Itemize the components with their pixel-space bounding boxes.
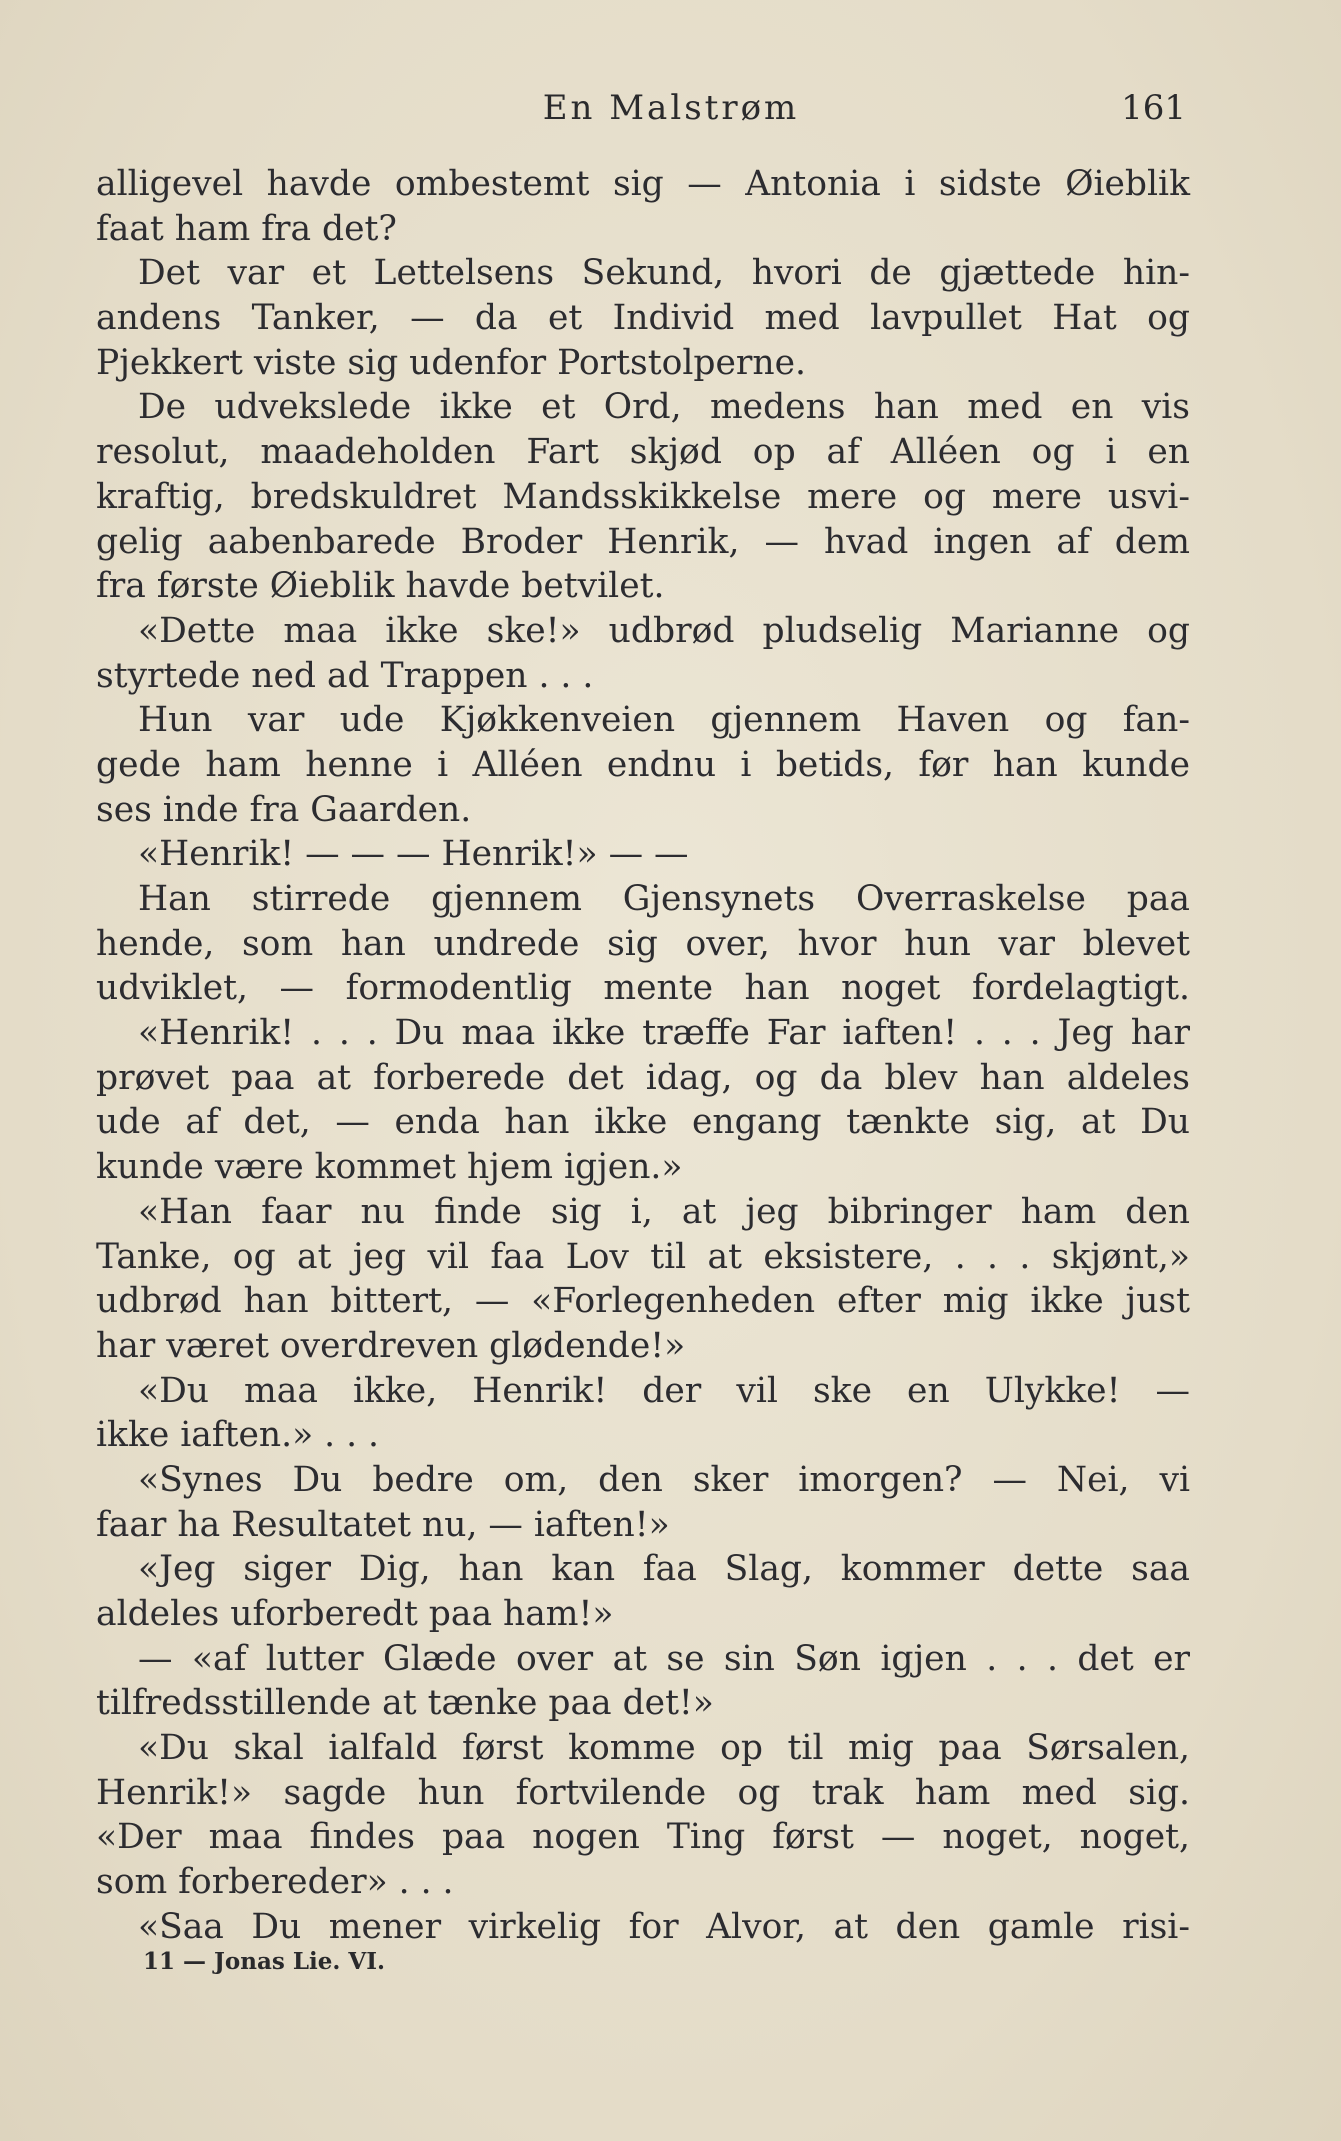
text-line: andens Tanker, — da et Individ med lavpullet Hat og [96, 298, 1190, 339]
running-title: En Malstrøm [542, 88, 800, 128]
text-line: har været overdreven glødende!» [96, 1325, 686, 1366]
text-line: ikke iaften.» . . . [96, 1415, 379, 1456]
text-line: hende, som han undrede sig over, hvor hun var blevet [96, 923, 1190, 964]
body-text [96, 162, 1190, 1950]
text-line: «Dette maa ikke ske!» udbrød pludselig Marianne og [138, 610, 1190, 651]
text-line: «Henrik! — — — Henrik!» — — [138, 834, 689, 875]
text-line: «Saa Du mener virkelig for Alvor, at den gamle risi- [138, 1906, 1190, 1947]
text-line: «Synes Du bedre om, den sker imorgen? — Nei, vi [138, 1459, 1190, 1500]
text-line: Hun var ude Kjøkkenveien gjennem Haven og fan- [138, 700, 1190, 741]
text-line: kunde være kommet hjem igjen.» [96, 1147, 683, 1188]
text-line: ses inde fra Gaarden. [96, 789, 472, 830]
text-line: ude af det, — enda han ikke engang tænkte sig, at Du [96, 1102, 1190, 1143]
text-line: udbrød han bittert, — «Forlegenheden efter mig ikke just [96, 1281, 1190, 1322]
text-line: gede ham henne i Alléen endnu i betids, før han kunde [96, 744, 1190, 785]
text-line: — «af lutter Glæde over at se sin Søn igjen . . . det er [138, 1638, 1190, 1679]
text-line: «Henrik! . . . Du maa ikke træffe Far iaften! . . . Jeg har [138, 1013, 1190, 1054]
text-line: Tanke, og at jeg vil faa Lov til at eksistere, . . . skjønt,» [96, 1236, 1190, 1277]
text-line: gelig aabenbarede Broder Henrik, — hvad ingen af dem [96, 521, 1190, 562]
text-line: fra første Øieblik havde betvilet. [96, 566, 665, 607]
text-line: «Der maa findes paa nogen Ting først — noget, noget, [96, 1817, 1190, 1858]
text-line: prøvet paa at forberede det idag, og da blev han aldeles [96, 1057, 1190, 1098]
text-line: «Jeg siger Dig, han kan faa Slag, kommer dette saa [138, 1549, 1190, 1590]
text-line: udviklet, — formodentlig mente han noget fordelagtigt. [96, 968, 1190, 1009]
text-line: aldeles uforberedt paa ham!» [96, 1594, 614, 1634]
text-line: styrtede ned ad Trappen . . . [96, 655, 594, 696]
text-line: alligevel havde ombestemt sig — Antonia i sidste Øieblik [96, 164, 1190, 204]
text-line: Henrik!» sagde hun fortvilende og trak ham med sig. [96, 1772, 1190, 1813]
text-line: Pjekkert viste sig udenfor Portstolperne. [96, 342, 806, 383]
text-line: Han stirrede gjennem Gjensynets Overraskelse paa [138, 879, 1190, 919]
text-line: som forbereder» . . . [96, 1862, 454, 1903]
printer-signature: 11 — Jonas Lie. VI. [143, 1948, 385, 1975]
text-line: «Du skal ialfald først komme op til mig paa Sørsalen, [138, 1728, 1190, 1769]
text-line: De udvekslede ikke et Ord, medens han med en vis [138, 387, 1190, 428]
text-line: «Du maa ikke, Henrik! der vil ske en Ulykke! — [138, 1370, 1190, 1411]
page-header [96, 88, 1186, 138]
text-line: kraftig, bredskuldret Mandsskikkelse mere og mere usvi- [96, 476, 1190, 517]
text-line: faat ham fra det? [96, 208, 397, 249]
text-line: faar ha Resultatet nu, — iaften!» [96, 1504, 670, 1545]
text-line: tilfredsstillende at tænke paa det!» [96, 1683, 714, 1724]
page-number: 161 [1121, 88, 1186, 128]
text-line: «Han faar nu finde sig i, at jeg bibringer ham den [138, 1191, 1190, 1232]
text-line: resolut, maadeholden Fart skjød op af Alléen og i en [96, 432, 1190, 473]
text-line: Det var et Lettelsens Sekund, hvori de gjættede hin- [138, 253, 1190, 294]
